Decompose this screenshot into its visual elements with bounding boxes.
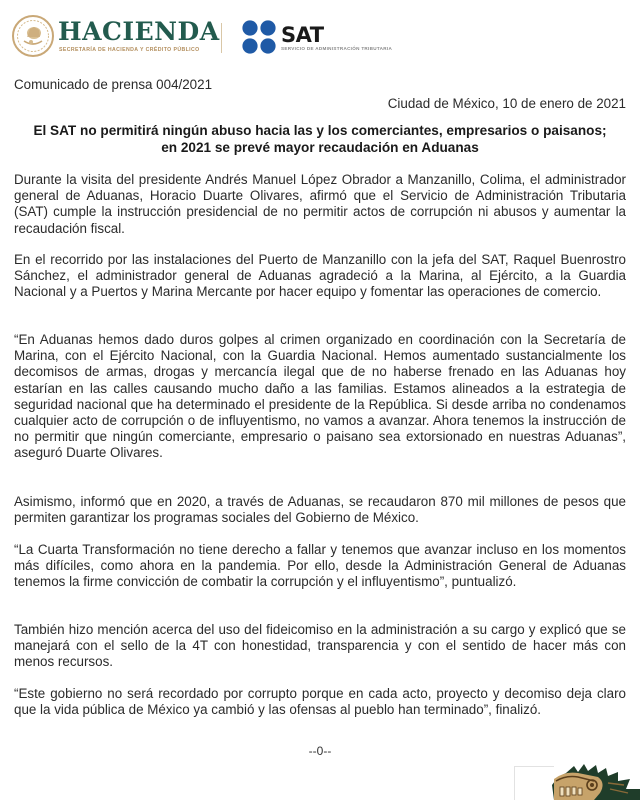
sat-wordmark: SAT (281, 23, 324, 47)
headline-line-1: El SAT no permitirá ningún abuso hacia las y los comerciantes, empresarios o paisanos; (33, 123, 607, 138)
paragraph-quote: “La Cuarta Transformación no tiene derecho a fallar y tenemos que avanzar incluso en los momentos más difíciles, como ahora en la pandemia. Por ello, desde la Administración General de Aduanas tenemos la firme convicción de combatir la corrupción y el influyentismo”, puntualizó. (14, 542, 626, 590)
sat-four-dots-icon (242, 20, 276, 54)
paragraph-quote: “En Aduanas hemos dado duros golpes al crimen organizado en coordinación con la Secretaría de Marina, con el Ejército Nacional, con la Guardia Nacional. Hemos aumentado sustancialmente los decomisos de armas, drogas y mercancía ilegal que de no haberse frenado en las Aduanas hoy estarían en las calles causando mucho daño a las familias. Estamos alineados a la estrategia de seguridad nacional que ha determinado el presidente de la República. Si desde arriba no condenamos cualquier acto de corrupción o de influyentismo, no vamos a avanzar. Ahora tenemos la instrucción de no permitir que ningún comerciante, empresario o paisano sea extorsionado en nuestras Aduanas”, aseguró Duarte Olivares. (14, 332, 626, 461)
paragraph: Durante la visita del presidente Andrés Manuel López Obrador a Manzanillo, Colima, el administrador general de Aduanas, Horacio Duarte Olivares, afirmó que el Servicio de Administración Tributaria (SAT) cumple la instrucción presidencial de no permitir actos de corrupción ni abusos y aumentar la recaudación fiscal. (14, 172, 626, 236)
header-divider (221, 23, 222, 53)
paragraph: También hizo mención acerca del uso del fideicomiso en la administración a su cargo y explicó que se manejará con el sello de la 4T con honestidad, transparencia y con el sentido de hacer más con menos recursos. (14, 622, 626, 670)
paragraph-quote: “Este gobierno no será recordado por corrupto porque en cada acto, proyecto y decomiso deja claro que la vida pública de México ya cambió y las ofensas al pueblo han terminado”, finalizó. (14, 686, 626, 718)
hacienda-wordmark: HACIENDA (58, 17, 220, 46)
press-release-number: Comunicado de prensa 004/2021 (14, 77, 213, 92)
sat-subtitle: SERVICIO DE ADMINISTRACIÓN TRIBUTARIA (281, 46, 393, 51)
hacienda-subtitle: SECRETARÍA DE HACIENDA Y CRÉDITO PÚBLICO (59, 47, 200, 53)
dateline: Ciudad de México, 10 de enero de 2021 (387, 96, 626, 111)
feathered-serpent-icon (514, 763, 640, 800)
headline-line-2: en 2021 se prevé mayor recaudación en Aduanas (161, 139, 479, 155)
headline (14, 123, 626, 156)
document-header (0, 0, 640, 70)
coat-of-arms-seal-icon (12, 15, 54, 57)
paragraph: En el recorrido por las instalaciones del Puerto de Manzanillo con la jefa del SAT, Raquel Buenrostro Sánchez, el administrador general de Aduanas agradeció a la Marina, al Ejército, a la Guardia Nacional y a Puertos y Marina Mercante por hacer equipo y fomentar las operaciones de comercio. (14, 252, 626, 300)
paragraph: Asimismo, informó que en 2020, a través de Aduanas, se recaudaron 870 mil millones de pesos que permiten garantizar los programas sociales del Gobierno de México. (14, 494, 626, 526)
closing-mark: --0-- (308, 744, 332, 758)
